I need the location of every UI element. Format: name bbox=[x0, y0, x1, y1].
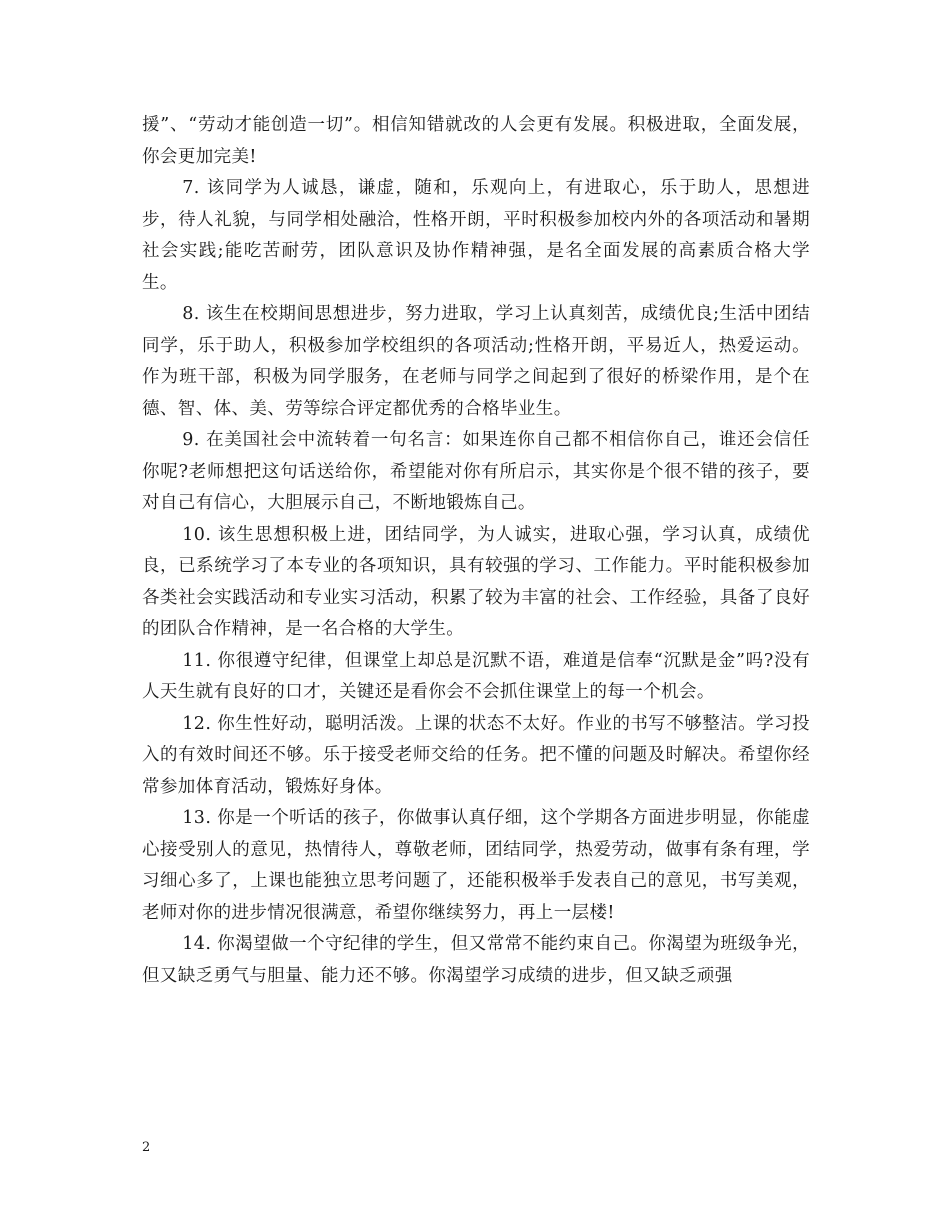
paragraph-item-11: 11. 你很遵守纪律，但课堂上却总是沉默不语，难道是信奉“沉默是金”吗?没有人天生就有良好的口才，关键还是看你会不会抓住课堂上的每一个机会。 bbox=[142, 650, 810, 702]
document-body bbox=[142, 110, 810, 992]
paragraph-item-14: 14. 你渴望做一个守纪律的学生，但又常常不能约束自己。你渴望为班级争光，但又缺乏勇气与胆量、能力还不够。你渴望学习成绩的进步，但又缺乏顽强 bbox=[142, 934, 810, 986]
paragraph-item-7: 7. 该同学为人诚恳，谦虚，随和，乐观向上，有进取心，乐于助人，思想进步，待人礼貌，与同学相处融洽，性格开朗，平时积极参加校内外的各项活动和暑期社会实践;能吃苦耐劳，团队意识及协作精神强，是名全面发展的高素质合格大学生。 bbox=[142, 178, 810, 293]
paragraph-item-13: 13. 你是一个听话的孩子，你做事认真仔细，这个学期各方面进步明显，你能虚心接受别人的意见，热情待人，尊敬老师，团结同学，热爱劳动，做事有条有理，学习细心多了，上课也能独立思考问题了，还能积极举手发表自己的意见，书写美观，老师对你的进步情况很满意，希望你继续努力，再上一层楼! bbox=[142, 808, 810, 923]
paragraph-item-8: 8. 该生在校期间思想进步，努力进取，学习上认真刻苦，成绩优良;生活中团结同学，乐于助人，积极参加学校组织的各项活动;性格开朗，平易近人，热爱运动。作为班干部，积极为同学服务，在老师与同学之间起到了很好的桥梁作用，是个在德、智、体、美、劳等综合评定都优秀的合格毕业生。 bbox=[142, 304, 810, 419]
page-number: 2 bbox=[142, 1140, 151, 1155]
paragraph-item-9: 9. 在美国社会中流转着一句名言：如果连你自己都不相信你自己，谁还会信任你呢?老师想把这句话送给你，希望能对你有所启示，其实你是个很不错的孩子，要对自己有信心，大胆展示自己，不断地锻炼自己。 bbox=[142, 430, 810, 513]
paragraph-item-10: 10. 该生思想积极上进，团结同学，为人诚实，进取心强，学习认真，成绩优良，已系统学习了本专业的各项知识，具有较强的学习、工作能力。平时能积极参加各类社会实践活动和专业实习活动，积累了较为丰富的社会、工作经验，具备了良好的团队合作精神，是一名合格的大学生。 bbox=[142, 524, 810, 639]
paragraph-item-12: 12. 你生性好动，聪明活泼。上课的状态不太好。作业的书写不够整洁。学习投入的有效时间还不够。乐于接受老师交给的任务。把不懂的问题及时解决。希望你经常参加体育活动，锻炼好身体。 bbox=[142, 713, 810, 797]
paragraph-continuation: 援”、“劳动才能创造一切”。相信知错就改的人会更有发展。积极进取，全面发展，你会更加完美! bbox=[142, 115, 810, 167]
